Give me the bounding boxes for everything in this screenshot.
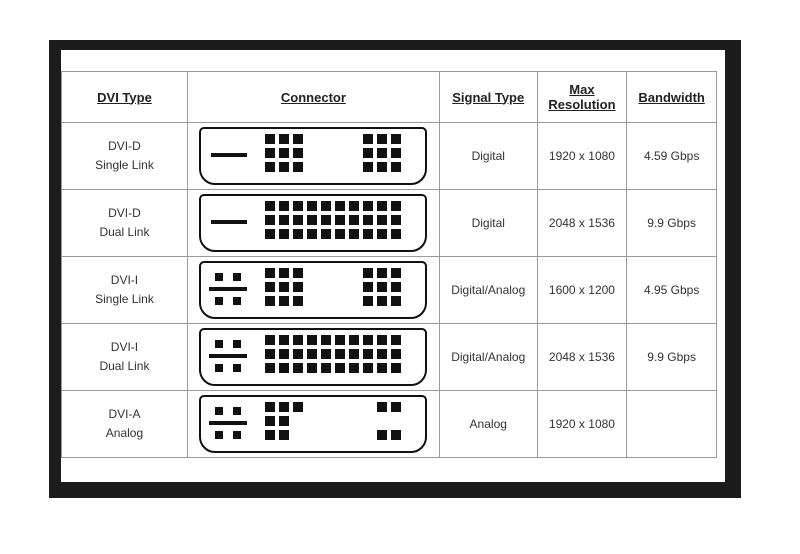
dvi-type-cell — [62, 190, 188, 257]
resolution-cell: 1600 x 1200 — [537, 257, 627, 324]
resolution-cell: 1920 x 1080 — [537, 123, 627, 190]
signal-type-cell: Digital — [439, 190, 537, 257]
connector-cell — [187, 324, 439, 391]
dvi-type-cell — [62, 257, 188, 324]
header-connector-label: Connector — [280, 89, 346, 105]
dvi-a-connector-icon — [199, 395, 427, 453]
header-dvi-type — [62, 72, 188, 123]
table-row — [62, 123, 717, 190]
signal-type-cell: Digital — [439, 123, 537, 190]
table-row — [62, 324, 717, 391]
dvi-type-cell — [62, 324, 188, 391]
resolution-cell: 1920 x 1080 — [537, 391, 627, 458]
header-bandwidth-label: Bandwidth — [638, 89, 705, 105]
header-max-resolution — [537, 72, 627, 123]
bandwidth-cell: 4.95 Gbps — [627, 257, 717, 324]
header-row — [62, 72, 717, 123]
connector-cell — [187, 257, 439, 324]
signal-type-cell: Digital/Analog — [439, 257, 537, 324]
dvi-type-link: Single Link — [95, 158, 154, 172]
table-row — [62, 190, 717, 257]
header-bandwidth — [627, 72, 717, 123]
dvi-type-name: DVI-I — [110, 340, 139, 354]
dvi-type-link: Single Link — [95, 292, 154, 306]
dvi-type-link: Dual Link — [99, 225, 150, 239]
resolution-cell: 2048 x 1536 — [537, 190, 627, 257]
dvi-type-link: Analog — [105, 426, 144, 440]
table-row — [62, 257, 717, 324]
resolution-cell: 2048 x 1536 — [537, 324, 627, 391]
signal-type-cell: Analog — [439, 391, 537, 458]
dvi-d-dual-link-connector-icon — [199, 194, 427, 252]
dvi-i-dual-link-connector-icon — [199, 328, 427, 386]
bandwidth-cell: 9.9 Gbps — [627, 324, 717, 391]
dvi-comparison-table — [61, 71, 717, 458]
bandwidth-cell: 4.59 Gbps — [627, 123, 717, 190]
header-signal-type-label: Signal Type — [452, 89, 525, 105]
dvi-type-name: DVI-A — [108, 407, 141, 421]
dvi-type-cell — [62, 391, 188, 458]
connector-cell — [187, 190, 439, 257]
bandwidth-cell: 9.9 Gbps — [627, 190, 717, 257]
connector-cell — [187, 123, 439, 190]
header-dvi-type-label: DVI Type — [97, 89, 152, 105]
dvi-type-cell — [62, 123, 188, 190]
dvi-type-name: DVI-D — [108, 139, 141, 153]
connector-cell — [187, 391, 439, 458]
signal-type-cell: Digital/Analog — [439, 324, 537, 391]
header-max-resolution-line2: Resolution — [548, 97, 616, 112]
header-signal-type — [439, 72, 537, 123]
header-connector — [187, 72, 439, 123]
table-row — [62, 391, 717, 458]
dvi-i-single-link-connector-icon — [199, 261, 427, 319]
dvi-d-single-link-connector-icon — [199, 127, 427, 185]
dvi-type-link: Dual Link — [99, 359, 150, 373]
header-max-resolution-line1: Max — [569, 82, 595, 97]
dvi-type-name: DVI-I — [110, 273, 139, 287]
bandwidth-cell — [627, 391, 717, 458]
dvi-type-name: DVI-D — [108, 206, 141, 220]
